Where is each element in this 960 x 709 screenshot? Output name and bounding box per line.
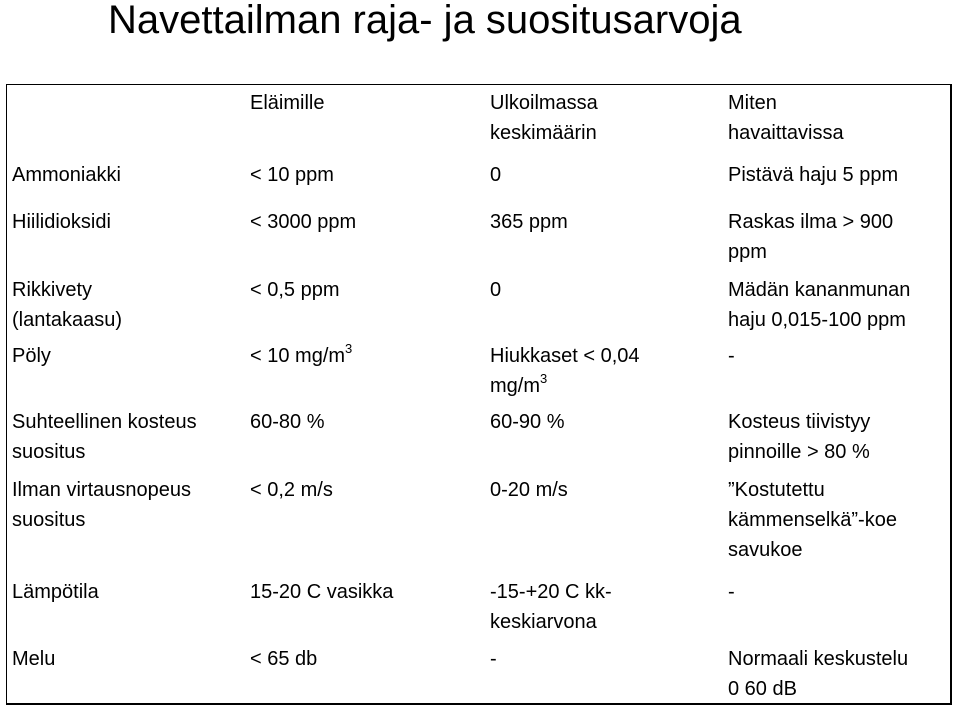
row-outdoor-value: 60-90 % xyxy=(490,411,565,433)
row-parameter: Ammoniakki xyxy=(12,164,121,186)
row-outdoor-value: 0-20 m/s xyxy=(490,479,568,501)
row-detectable-value: Normaali keskustelu 0 60 dB xyxy=(728,648,909,700)
row-detectable-value: - xyxy=(728,581,735,603)
row-parameter: Hiilidioksidi xyxy=(12,211,111,233)
column-header-animals: Eläimille xyxy=(250,92,325,114)
row-outdoor-value: - xyxy=(490,648,497,670)
row-outdoor-value: 0 xyxy=(490,164,502,186)
row-animals-value: < 10 ppm xyxy=(250,164,334,186)
superscript: 3 xyxy=(540,371,548,387)
row-parameter: Ilman virtausnopeus suositus xyxy=(12,479,191,531)
row-detectable-value: Pistävä haju 5 ppm xyxy=(728,164,899,186)
superscript: 3 xyxy=(345,341,353,357)
row-parameter: Melu xyxy=(12,648,56,670)
row-outdoor-value xyxy=(490,341,716,401)
row-parameter: Suhteellinen kosteus suositus xyxy=(12,411,197,463)
row-outdoor-value: -15-+20 C kk- keskiarvona xyxy=(490,581,612,633)
row-animals-value: < 65 db xyxy=(250,648,318,670)
row-animals-value: < 0,5 ppm xyxy=(250,279,340,301)
row-animals-value: 60-80 % xyxy=(250,411,325,433)
row-animals-value: 15-20 C vasikka xyxy=(250,581,394,603)
row-parameter: Lämpötila xyxy=(12,581,99,603)
row-outdoor-value: 365 ppm xyxy=(490,211,568,233)
row-animals-value: < 0,2 m/s xyxy=(250,479,333,501)
column-header-detectable: Miten havaittavissa xyxy=(728,92,844,144)
row-detectable-value: Raskas ilma > 900 ppm xyxy=(728,211,894,263)
row-detectable-value: - xyxy=(728,345,735,367)
row-parameter: Pöly xyxy=(12,345,51,367)
row-detectable-value: Mädän kananmunan haju 0,015-100 ppm xyxy=(728,279,911,331)
value-text: < 10 mg/m xyxy=(250,345,346,367)
page-title: Navettailman raja- ja suositusarvoja xyxy=(108,0,742,42)
row-parameter: Rikkivety (lantakaasu) xyxy=(12,279,123,331)
column-header-outdoor: Ulkoilmassa keskimäärin xyxy=(490,92,598,144)
value-text: Hiukkaset < 0,04 mg/m xyxy=(490,345,640,397)
row-detectable-value: ”Kostutettu kämmenselkä”-koe savukoe xyxy=(728,479,897,561)
row-animals-value xyxy=(250,341,476,371)
row-detectable-value: Kosteus tiivistyy pinnoille > 80 % xyxy=(728,411,871,463)
row-animals-value: < 3000 ppm xyxy=(250,211,357,233)
row-outdoor-value: 0 xyxy=(490,279,502,301)
